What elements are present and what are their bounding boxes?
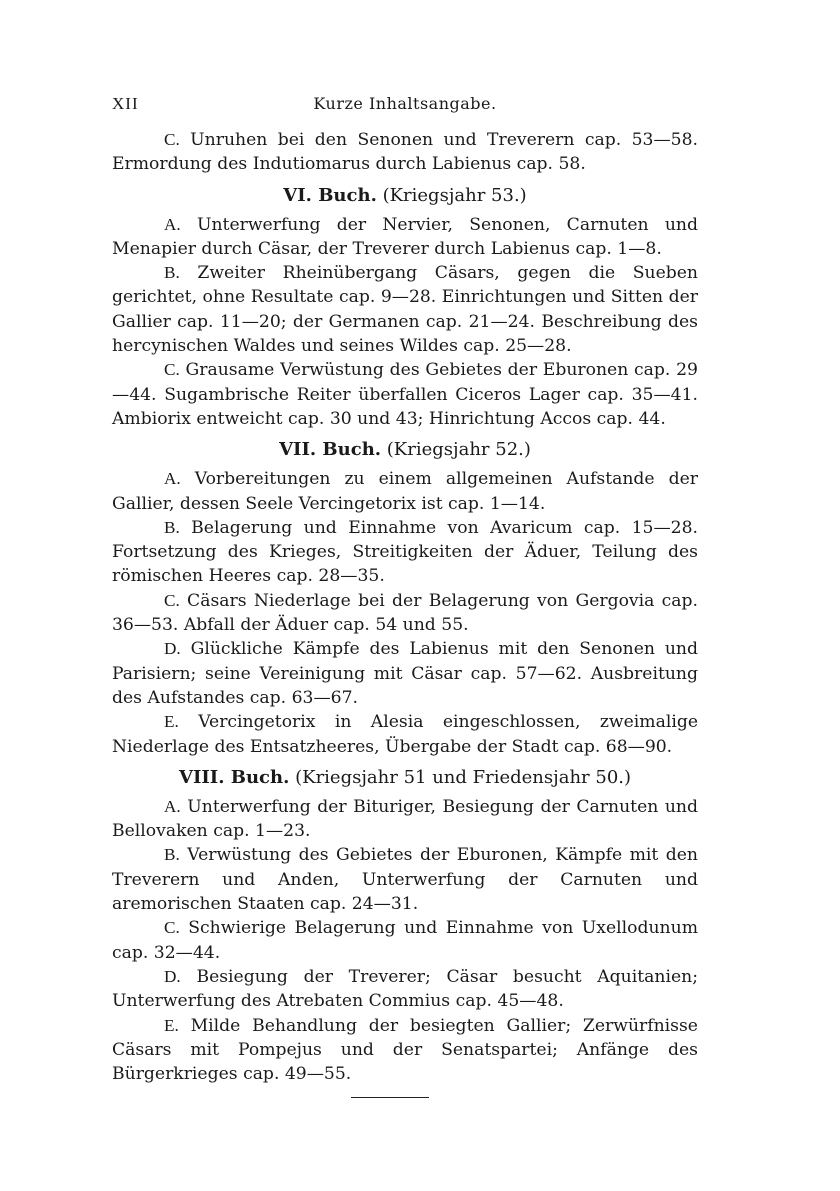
book-viii-entry-d [112, 965, 698, 1014]
book-vii-entry-d [112, 637, 698, 710]
book-subtitle: (Kriegsjahr 53.) [382, 184, 527, 206]
entry-text: Vorbereitungen zu einem allgemeinen Aufstande der Gallier, dessen Seele Vercingetorix ist cap. 1—14. [112, 469, 698, 514]
entry-label: A. [164, 796, 181, 816]
entry-text: Cäsars Niederlage bei der Belagerung von Gergovia cap. 36—53. Abfall der Äduer cap. 54 und 55. [112, 590, 698, 636]
book-vi-entry-a [112, 213, 698, 262]
book-vii-entry-a [112, 467, 698, 516]
book-viii-entry-e [112, 1014, 698, 1087]
book-vii-entry-e [112, 710, 698, 759]
entry-text: Vercingetorix in Alesia eingeschlossen, zweimalige Niederlage des Entsatzheeres, Übergabe der Stadt cap. 68—90. [112, 712, 698, 757]
entry-label: A. [164, 469, 181, 489]
entry-text: Belagerung und Einnahme von Avaricum cap. 15—28. Fortsetzung des Krieges, Streitigkeiten der Äduer, Teilung des römischen Heeres cap. 28—35. [112, 517, 698, 587]
book-heading-vii [112, 437, 698, 463]
entry-label: B. [164, 263, 180, 283]
entry-text: Unterwerfung der Bituriger, Besiegung der Carnuten und Bellovaken cap. 1—23. [112, 796, 698, 842]
entry-text: Schwierige Belagerung und Einnahme von Uxellodunum cap. 32—44. [112, 918, 698, 963]
entry-label: C. [164, 590, 180, 610]
entry-label: E. [164, 1015, 179, 1035]
entry-text: Milde Behandlung der besiegten Gallier; Zerwürfnisse Cäsars mit Pompejus und der Senatspartei; Anfänge des Bürgerkrieges cap. 49—55. [112, 1015, 698, 1085]
book-title: VII. Buch. [279, 439, 382, 461]
book-vi-entry-b [112, 261, 698, 358]
book-viii-entry-a [112, 795, 698, 844]
closing-rule [351, 1097, 429, 1098]
entry-text: Unterwerfung der Nervier, Senonen, Carnuten und Menapier durch Cäsar, der Treverer durch Labienus cap. 1—8. [112, 214, 698, 259]
entry-label: D. [164, 966, 181, 986]
entry-label: D. [164, 639, 181, 659]
page [112, 94, 698, 1086]
book-title: VIII. Buch. [178, 766, 290, 788]
entry-text: Grausame Verwüstung des Gebietes der Eburonen cap. 29—44. Sugambrische Reiter überfallen Ciceros Lager cap. 35—41. Ambiorix entweicht cap. 30 und 43; Hinrichtung Accos cap. 44. [112, 360, 698, 429]
book-vi-entry-c [112, 358, 698, 431]
intro-entry [112, 128, 698, 177]
entry-text: Unruhen bei den Senonen und Treverern cap. 53—58. Ermordung des Indutiomarus durch Labienus cap. 58. [112, 130, 698, 175]
book-title: VI. Buch. [283, 184, 377, 206]
book-subtitle: (Kriegsjahr 51 und Friedensjahr 50.) [295, 766, 632, 788]
running-title: Kurze Inhaltsangabe. [313, 94, 497, 113]
entry-label: E. [164, 712, 179, 732]
book-heading-vi [112, 183, 698, 209]
book-viii-entry-c [112, 916, 698, 965]
book-vii-entry-c [112, 589, 698, 638]
entry-text: Glückliche Kämpfe des Labienus mit den Senonen und Parisiern; seine Vereinigung mit Cäsar cap. 57—62. Ausbreitung des Aufstandes cap. 63—67. [112, 639, 698, 708]
entry-label: C. [164, 130, 180, 149]
running-head [112, 94, 698, 128]
entry-label: B. [164, 845, 180, 865]
entry-label: C. [164, 360, 180, 380]
book-heading-viii [112, 765, 698, 791]
entry-label: A. [164, 214, 181, 234]
entry-text: Besiegung der Treverer; Cäsar besucht Aquitanien; Unterwerfung des Atrebaten Commius cap. 45—48. [112, 966, 698, 1012]
entry-label: C. [164, 918, 180, 938]
book-viii-entry-b [112, 843, 698, 916]
entry-text: Verwüstung des Gebietes der Eburonen, Kämpfe mit den Treverern und Anden, Unterwerfung der Carnuten und aremorischen Staaten cap. 24—31. [112, 845, 698, 915]
entry-text: Zweiter Rheinübergang Cäsars, gegen die Sueben gerichtet, ohne Resultate cap. 9—28. Einrichtungen und Sitten der Gallier cap. 11—20; der Germanen cap. 21—24. Beschreibung des hercynischen Waldes und seines Wildes cap. 25—28. [112, 263, 699, 357]
page-number: XII [112, 94, 139, 113]
book-subtitle: (Kriegsjahr 52.) [386, 439, 531, 461]
entry-label: B. [164, 517, 180, 537]
book-vii-entry-b [112, 516, 698, 589]
